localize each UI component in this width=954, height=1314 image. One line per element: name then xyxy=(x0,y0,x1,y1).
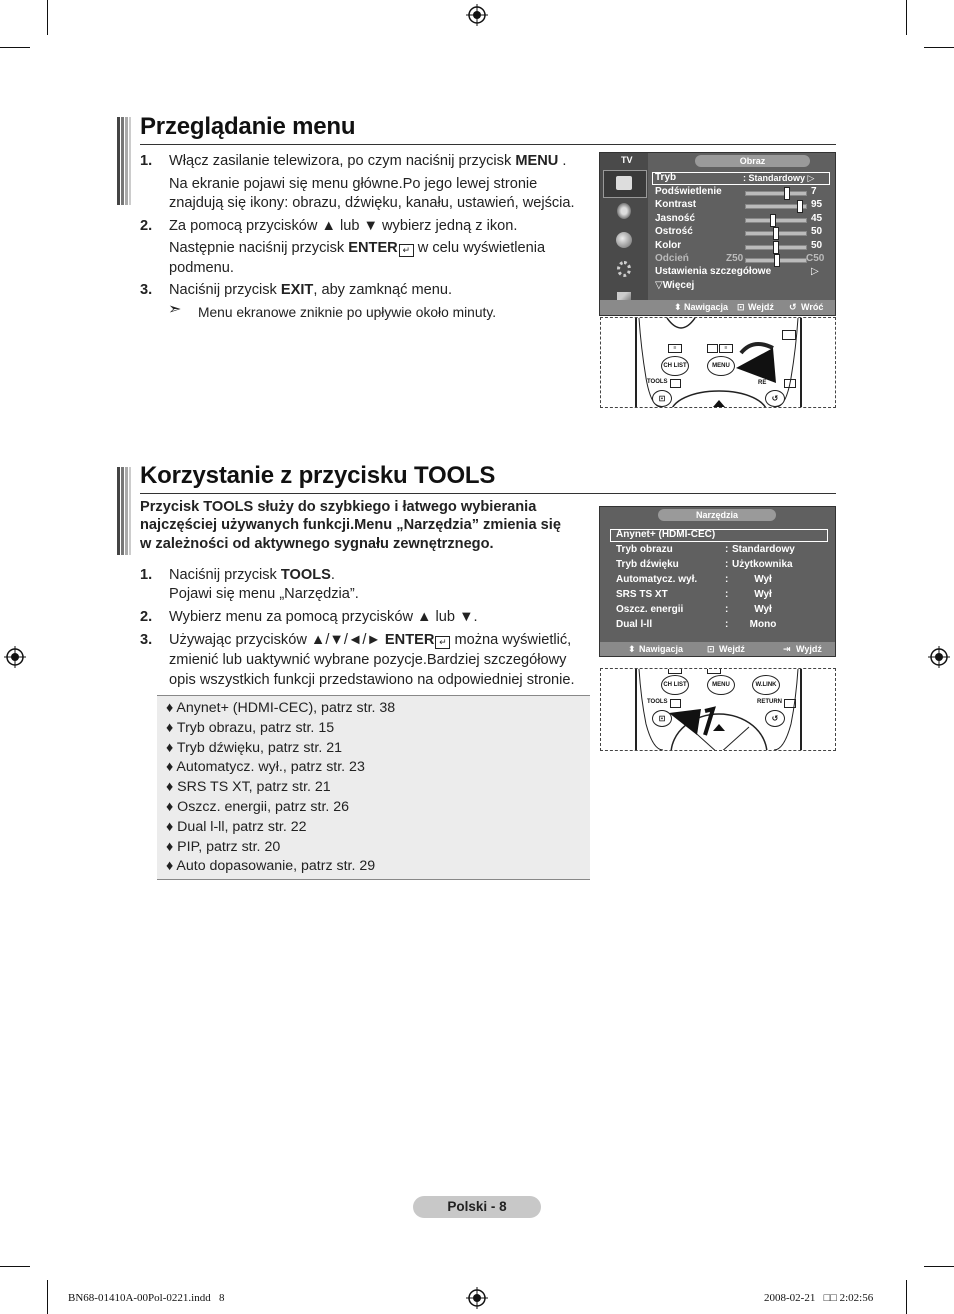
section-bar xyxy=(117,117,131,205)
osd-row-label: Ustawienia szczegółowe xyxy=(655,266,772,277)
remote-key-icon: ≡ xyxy=(668,344,682,353)
step-text xyxy=(169,239,545,259)
remote-chlist-button: CH LIST xyxy=(661,675,689,695)
reference-items xyxy=(157,696,590,877)
sound-icon xyxy=(603,199,645,225)
reference-item: ♦ Anynet+ (HDMI-CEC), patrz str. 38 xyxy=(166,700,396,716)
osd-tools-row-sep: : xyxy=(725,604,729,615)
imprint-file: BN68-01410A-00Pol-0221.indd 8 xyxy=(68,1292,225,1304)
section-title: Przeglądanie menu xyxy=(140,113,356,140)
picture-icon xyxy=(603,170,647,198)
remote-return-label: RE xyxy=(758,380,767,386)
osd-row-label: Podświetlenie xyxy=(655,186,722,197)
step-number: 2. xyxy=(140,218,153,234)
osd-tools-row-sep: : xyxy=(725,589,729,600)
osd-tools-row-label: Automatycz. wył. xyxy=(616,574,698,585)
osd-row-value: 7 xyxy=(811,186,817,197)
osd-slider xyxy=(745,204,807,209)
registration-mark-icon xyxy=(4,646,26,668)
step-text-part: Naciśnij przycisk xyxy=(169,567,281,583)
remote-key-icon xyxy=(784,379,796,388)
section-rule xyxy=(140,144,836,145)
enter-icon: ↵ xyxy=(399,244,414,257)
crop-mark xyxy=(0,47,30,48)
osd-row-value: 50 xyxy=(811,226,823,237)
osd-slider-knob xyxy=(773,227,779,240)
osd-tint-right: C50 xyxy=(806,253,825,264)
channel-icon xyxy=(603,228,645,254)
key-name: ENTER xyxy=(384,632,435,648)
intro-text: najczęściej używanych funkcji.Menu „Narzędzia” zmienia się xyxy=(140,517,561,533)
setup-icon xyxy=(603,257,645,283)
step-number: 3. xyxy=(140,282,153,298)
registration-mark-icon xyxy=(466,4,488,26)
crop-mark xyxy=(47,1280,48,1314)
osd-more: ▽Więcej xyxy=(655,280,695,291)
step-text: Za pomocą przycisków ▲ lub ▼ wybierz jedną z ikon. xyxy=(169,218,518,234)
osd-foot-nav: Nawigacja xyxy=(639,644,684,654)
registration-mark-icon xyxy=(466,1287,488,1309)
step-text xyxy=(169,631,571,651)
step-text xyxy=(169,566,335,586)
osd-tools-row-value: Użytkownika xyxy=(732,559,793,570)
osd-slider xyxy=(745,231,807,236)
step-number: 2. xyxy=(140,609,153,625)
crop-mark xyxy=(906,1280,907,1314)
step-text: Pojawi się menu „Narzędzia”. xyxy=(169,586,359,602)
key-name: MENU xyxy=(515,153,559,169)
step-number: 1. xyxy=(140,153,153,169)
osd-tools-row-sep: : xyxy=(725,619,729,630)
step-text: Na ekranie pojawi się menu główne.Po jego lewej stronie xyxy=(169,176,538,192)
step-text: opis wszystkich funkcji przedstawiono na odpowiedniej stronie. xyxy=(169,672,575,688)
enter-icon: ⊡ xyxy=(707,644,715,654)
osd-footer xyxy=(600,642,835,656)
remote-return-button: ↺ xyxy=(765,710,785,727)
remote-tools-label: TOOLS xyxy=(647,379,668,385)
osd-tools-row-sep: : xyxy=(725,574,729,585)
osd-foot-exit: Wyjdź xyxy=(796,644,822,654)
remote-wlink-button: W.LINK xyxy=(752,675,780,695)
osd-tools-row-value: Wył xyxy=(754,604,772,615)
remote-illustration xyxy=(600,317,836,408)
remote-key-icon xyxy=(668,669,682,674)
remote-key-icon xyxy=(670,379,681,388)
updown-icon: ⬍ xyxy=(674,302,682,312)
reference-item: ♦ Tryb dźwięku, patrz str. 21 xyxy=(166,739,342,756)
section-title: Korzystanie z przycisku TOOLS xyxy=(140,462,496,489)
remote-menu-button: MENU xyxy=(707,356,735,376)
osd-tools-menu xyxy=(599,506,836,657)
step-text-part: można wyświetlić, xyxy=(450,632,572,648)
intro-text: w zależności od aktywnego sygnału zewnętrznego. xyxy=(140,536,494,552)
registration-mark-icon xyxy=(928,646,950,668)
section-rule xyxy=(140,493,836,494)
reference-item: ♦ Dual l-ll, patrz str. 22 xyxy=(166,818,307,835)
osd-row-label: Kolor xyxy=(655,240,682,251)
osd-tv-label: TV xyxy=(621,155,633,165)
osd-row-value: 50 xyxy=(811,240,823,251)
remote-return-button: ↺ xyxy=(765,390,785,407)
remote-menu-button: MENU xyxy=(707,675,735,695)
osd-slider-knob xyxy=(797,200,803,213)
osd-foot-enter: Wejdź xyxy=(719,644,745,654)
remote-key-icon xyxy=(707,344,718,353)
remote-key-icon: ≡ xyxy=(719,344,733,353)
osd-slider-knob xyxy=(784,187,790,200)
step-text-part: Następnie naciśnij przycisk xyxy=(169,240,349,256)
step-text-part: w celu wyświetlenia xyxy=(413,240,546,256)
step-text-part: Naciśnij przycisk xyxy=(169,282,281,298)
step-text-part: . xyxy=(558,153,567,169)
crop-mark xyxy=(0,1266,30,1267)
reference-item: ♦ SRS TS XT, patrz str. 21 xyxy=(166,779,331,796)
remote-illustration xyxy=(600,668,836,751)
reference-item: ♦ Tryb obrazu, patrz str. 15 xyxy=(166,719,335,736)
crop-mark xyxy=(924,1266,954,1267)
step-text-part: , aby zamknąć menu. xyxy=(313,282,453,298)
remote-tools-button: ⊡ xyxy=(652,710,672,727)
remote-tools-label: TOOLS xyxy=(647,699,668,705)
osd-tools-row-value: Wył xyxy=(754,574,772,585)
osd-row-value: : Standardowy ▷ xyxy=(743,173,815,183)
osd-footer xyxy=(600,300,835,315)
osd-tools-row-value: Wył xyxy=(754,589,772,600)
reference-item: ♦ PIP, patrz str. 20 xyxy=(166,838,281,855)
osd-foot-nav: Nawigacja xyxy=(684,302,729,312)
reference-item: ♦ Auto dopasowanie, patrz str. 29 xyxy=(166,858,376,875)
osd-tools-row-value: Mono xyxy=(749,619,777,630)
reference-item: ♦ Automatycz. wył., patrz str. 23 xyxy=(166,759,365,776)
osd-tint-slider xyxy=(745,258,807,263)
remote-key-icon xyxy=(784,699,796,708)
osd-row-label: Ostrość xyxy=(655,226,693,237)
step-text: podmenu. xyxy=(169,260,234,276)
intro-text: Przycisk TOOLS służy do szybkiego i łatwego wybierania xyxy=(140,499,537,515)
step-number: 1. xyxy=(140,567,153,583)
osd-foot-back: Wróć xyxy=(801,302,824,312)
updown-icon: ⬍ xyxy=(628,644,636,654)
imprint-date: 2008-02-21 □□ 2:02:56 xyxy=(764,1292,874,1304)
reference-list xyxy=(157,695,590,880)
osd-row-value: 45 xyxy=(811,213,823,224)
osd-slider xyxy=(745,245,807,250)
remote-key-icon xyxy=(707,669,721,674)
osd-picture-menu xyxy=(599,152,836,316)
exit-icon: ⇥ xyxy=(783,644,791,654)
enter-icon: ⊡ xyxy=(737,302,745,312)
osd-tools-highlight: Anynet+ (HDMI-CEC) xyxy=(616,529,716,540)
step-text: Wybierz menu za pomocą przycisków ▲ lub ▼. xyxy=(169,609,478,625)
osd-tint-left: Z50 xyxy=(726,253,744,264)
step-text-part: . xyxy=(330,567,335,583)
step-text xyxy=(169,152,566,172)
step-text-part: Używając przycisków ▲/▼/◄/► xyxy=(169,632,385,648)
osd-row-value: 95 xyxy=(811,199,823,210)
osd-slider-knob xyxy=(773,241,779,254)
step-text-part: Włącz zasilanie telewizora, po czym naciśnij przycisk xyxy=(169,153,516,169)
remote-key-icon xyxy=(670,699,681,708)
osd-tools-row-label: Tryb dźwięku xyxy=(616,559,679,570)
note-text: Menu ekranowe zniknie po upływie około minuty. xyxy=(198,305,497,320)
reference-item: ♦ Oszcz. energii, patrz str. 26 xyxy=(166,798,350,815)
key-name: ENTER xyxy=(348,240,398,256)
step-text: zmienić lub uaktywnić wybrane pozycje.Bardziej szczegółowy xyxy=(169,652,567,668)
osd-foot-enter: Wejdź xyxy=(748,302,774,312)
osd-tools-row-label: Tryb obrazu xyxy=(616,544,673,555)
remote-return-label: RETURN xyxy=(757,699,782,705)
osd-slider xyxy=(745,218,807,223)
crop-mark xyxy=(906,0,907,35)
remote-tools-button: ⊡ xyxy=(652,390,672,407)
osd-tools-row-value: Standardowy xyxy=(732,544,795,555)
remote-key-icon xyxy=(782,330,796,340)
note-arrow-icon: ➣ xyxy=(168,301,182,318)
osd-slider-knob xyxy=(774,254,780,267)
enter-icon: ↵ xyxy=(435,636,450,649)
key-name: TOOLS xyxy=(280,567,331,583)
osd-slider-knob xyxy=(770,214,776,227)
osd-row-label: Tryb xyxy=(655,172,677,183)
step-text: znajdują się ikony: obrazu, dźwięku, kanału, ustawień, wejścia. xyxy=(169,195,575,211)
return-icon: ↺ xyxy=(789,302,797,312)
osd-title-bar: Obraz xyxy=(695,155,810,167)
section-bar xyxy=(117,467,131,555)
crop-mark xyxy=(47,0,48,35)
osd-title-bar: Narzędzia xyxy=(658,509,776,521)
osd-row-label: Kontrast xyxy=(655,199,697,210)
osd-row-arrow: ▷ xyxy=(811,266,819,277)
crop-mark xyxy=(924,47,954,48)
osd-tools-row-sep: : xyxy=(725,559,729,570)
step-text xyxy=(169,281,452,301)
osd-row-label: Odcień xyxy=(655,253,689,264)
key-name: EXIT xyxy=(280,282,314,298)
osd-row-label: Jasność xyxy=(655,213,696,224)
osd-tools-row-label: Dual l-ll xyxy=(616,619,653,630)
osd-tools-row-label: SRS TS XT xyxy=(616,589,668,600)
page-number-badge: Polski - 8 xyxy=(413,1196,541,1218)
remote-chlist-button: CH LIST xyxy=(661,356,689,376)
osd-tools-row-label: Oszcz. energii xyxy=(616,604,684,615)
step-number: 3. xyxy=(140,632,153,648)
osd-tools-row-sep: : xyxy=(725,544,729,555)
osd-slider xyxy=(745,191,807,196)
